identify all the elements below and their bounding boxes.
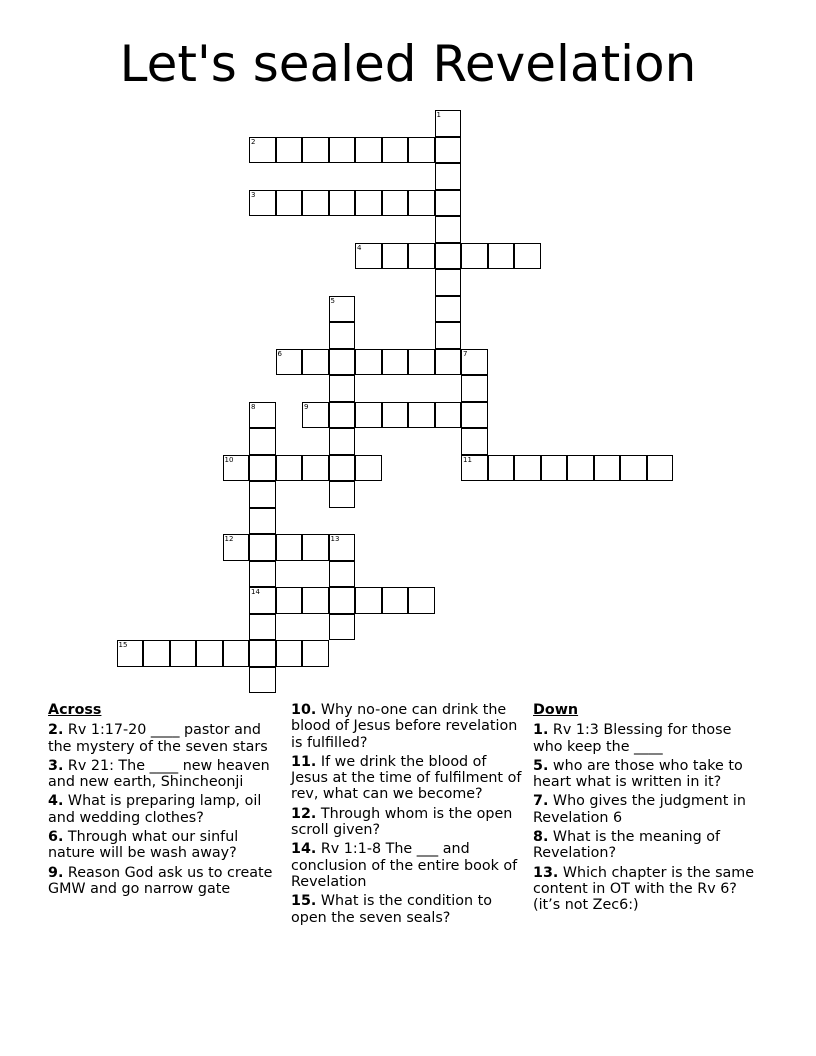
grid-cell <box>329 455 356 482</box>
clue <box>48 793 280 826</box>
cell-number: 11 <box>463 455 472 464</box>
puzzle-title: Let's sealed Revelation <box>119 35 697 93</box>
grid-cell <box>355 190 382 217</box>
grid-cell <box>329 190 356 217</box>
grid-cell <box>249 534 276 561</box>
clue-number: 4. <box>48 793 64 810</box>
grid-cell <box>408 349 435 376</box>
grid-cell <box>355 137 382 164</box>
across-heading: Across <box>48 702 102 718</box>
grid-cell <box>382 243 409 270</box>
grid-cell <box>408 402 435 429</box>
cell-number: 14 <box>251 588 260 596</box>
grid-cell <box>435 243 462 270</box>
grid-cell <box>461 243 488 270</box>
grid-cell <box>461 428 488 455</box>
clue-text: who are those who take to heart what is written in it? <box>533 757 743 791</box>
clue-text: What is the condition to open the seven seals? <box>291 893 492 926</box>
across-column-1 <box>48 702 280 900</box>
grid-cell <box>170 640 197 667</box>
grid-cell <box>355 349 382 376</box>
grid-cell <box>567 455 594 482</box>
clue <box>48 829 280 862</box>
grid-cell <box>329 481 356 508</box>
grid-cell <box>435 190 462 217</box>
clue-text: Reason God ask us to create GMW and go narrow gate <box>48 864 273 897</box>
clue-number: 3. <box>48 757 64 774</box>
clue <box>533 758 765 791</box>
grid-cell <box>196 640 223 667</box>
grid-cell <box>329 349 356 376</box>
grid-cell <box>302 534 329 561</box>
grid-cell <box>514 243 541 270</box>
clue-number: 9. <box>48 864 64 881</box>
grid-cell <box>276 137 303 164</box>
grid-cell <box>223 640 250 667</box>
grid-cell <box>382 587 409 614</box>
clue-text: If we drink the blood of Jesus at the time of fulfilment of rev, what can we become? <box>291 753 522 803</box>
cell-number: 4 <box>357 243 362 252</box>
grid-cell <box>249 667 276 694</box>
cell-number: 13 <box>330 535 340 543</box>
cell-number: 8 <box>251 402 256 411</box>
grid-cell <box>276 455 303 482</box>
grid-cell <box>249 428 276 455</box>
grid-cell <box>249 481 276 508</box>
cell-number: 5 <box>330 296 335 305</box>
cell-number: 15 <box>118 641 128 649</box>
grid-cell <box>408 137 435 164</box>
clue <box>533 793 765 826</box>
grid-cell <box>461 402 488 429</box>
grid-cell <box>435 216 462 243</box>
clue <box>533 829 765 862</box>
grid-cell <box>435 137 462 164</box>
grid-cell <box>382 349 409 376</box>
grid-cell <box>276 640 303 667</box>
grid-cell <box>329 375 356 402</box>
grid-cell <box>382 137 409 164</box>
clue-number: 5. <box>533 757 549 774</box>
clue <box>291 702 523 751</box>
grid-cell <box>329 561 356 588</box>
grid-cell <box>302 587 329 614</box>
clue-text: Rv 1:1-8 The ___ and conclusion of the entire book of Revelation <box>291 841 518 890</box>
grid-cell <box>382 190 409 217</box>
grid-cell <box>435 269 462 296</box>
clue <box>291 806 523 839</box>
clue-number: 12. <box>291 805 317 822</box>
grid-cell <box>488 455 515 482</box>
down-heading: Down <box>533 702 579 718</box>
clue-number: 11. <box>291 753 317 770</box>
grid-cell <box>514 455 541 482</box>
clue-text: Through what our sinful nature will be wash away? <box>48 829 239 862</box>
clue-text: What is the meaning of Revelation? <box>533 829 720 862</box>
cell-number: 2 <box>251 137 256 146</box>
grid-cell <box>408 243 435 270</box>
cell-number: 6 <box>277 349 282 358</box>
grid-cell <box>408 587 435 614</box>
clue <box>48 758 280 791</box>
grid-cell <box>461 375 488 402</box>
grid-cell <box>329 614 356 641</box>
clue-number: 15. <box>291 893 317 910</box>
cell-number: 7 <box>463 349 468 358</box>
grid-cell <box>329 322 356 349</box>
clue-text: Which chapter is the same content in OT with the Rv 6? (it’s not Zec6:) <box>533 864 754 914</box>
grid-cell <box>594 455 621 482</box>
clue-text: Rv 21: The ____ new heaven and new earth, Shincheonji <box>48 757 270 791</box>
cell-number: 3 <box>251 190 256 199</box>
grid-cell <box>541 455 568 482</box>
clue-number: 2. <box>48 722 64 739</box>
down-column <box>533 702 765 917</box>
clue <box>533 722 765 755</box>
grid-cell <box>408 190 435 217</box>
clue <box>291 893 523 926</box>
clue-number: 14. <box>291 841 317 858</box>
grid-cell <box>435 322 462 349</box>
clue-number: 8. <box>533 829 549 846</box>
grid-cell <box>435 349 462 376</box>
clue <box>48 865 280 898</box>
clue <box>533 865 765 914</box>
grid-cell <box>302 455 329 482</box>
across-column-2 <box>291 702 523 929</box>
clue-number: 10. <box>291 702 317 718</box>
clue <box>291 754 523 803</box>
grid-cell <box>382 402 409 429</box>
clue-text: What is preparing lamp, oil and wedding clothes? <box>48 793 262 826</box>
clue-text: Rv 1:3 Blessing for those who keep the ____ <box>533 722 732 755</box>
grid-cell <box>249 508 276 535</box>
grid-cell <box>488 243 515 270</box>
cell-number: 12 <box>224 535 234 543</box>
clue-text: Rv 1:17-20 ____ pastor and the mystery of the seven stars <box>48 722 268 755</box>
clue-text: Why no-one can drink the blood of Jesus before revelation is fulfilled? <box>291 702 518 751</box>
grid-cell <box>435 296 462 323</box>
grid-cell <box>249 455 276 482</box>
clue-number: 1. <box>533 722 549 739</box>
grid-cell <box>435 402 462 429</box>
grid-cell <box>620 455 647 482</box>
grid-cell <box>302 349 329 376</box>
grid-cell <box>276 190 303 217</box>
clue-text: Who gives the judgment in Revelation 6 <box>533 793 746 826</box>
clue <box>291 841 523 890</box>
clue-number: 7. <box>533 793 549 810</box>
clue-text: Through whom is the open scroll given? <box>291 805 513 839</box>
grid-cell <box>276 587 303 614</box>
grid-cell <box>355 455 382 482</box>
grid-cell <box>302 190 329 217</box>
grid-cell <box>329 587 356 614</box>
cell-number: 1 <box>436 111 441 119</box>
grid-cell <box>249 640 276 667</box>
clue-number: 13. <box>533 864 559 881</box>
grid-cell <box>329 137 356 164</box>
cell-number: 9 <box>304 402 309 411</box>
grid-cell <box>647 455 674 482</box>
grid-cell <box>355 587 382 614</box>
grid-cell <box>329 402 356 429</box>
clue <box>48 722 280 755</box>
grid-cell <box>355 402 382 429</box>
grid-cell <box>276 534 303 561</box>
grid-cell <box>143 640 170 667</box>
cell-number: 10 <box>224 455 234 464</box>
grid-cell <box>249 561 276 588</box>
grid-cell <box>249 614 276 641</box>
grid-cell <box>302 640 329 667</box>
grid-cell <box>302 137 329 164</box>
grid-cell <box>329 428 356 455</box>
clue-number: 6. <box>48 829 64 846</box>
grid-cell <box>435 163 462 190</box>
